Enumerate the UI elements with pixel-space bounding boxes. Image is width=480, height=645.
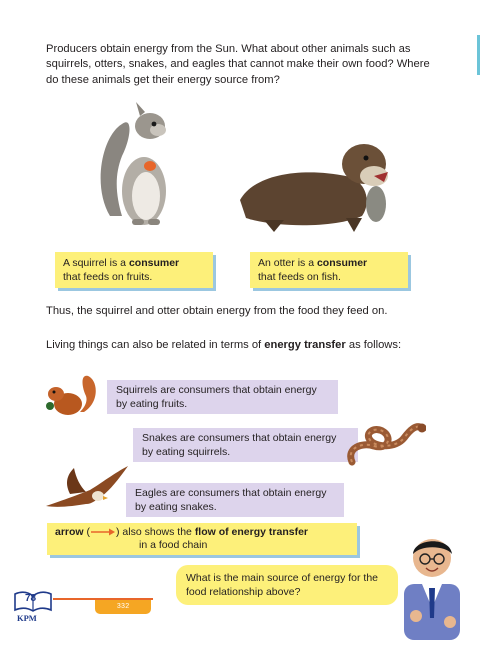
caption-keyword: consumer xyxy=(128,257,180,269)
caption-text: An otter is a xyxy=(258,257,317,269)
arrow-icon xyxy=(90,526,116,538)
arrow-keyword: arrow xyxy=(55,526,84,538)
caption-text: A squirrel is a xyxy=(63,257,129,269)
otter-photo xyxy=(236,132,398,237)
intro-paragraph: Producers obtain energy from the Sun. What about other animals such as squirrels, otters, snakes, and eagles that cannot make their own food? Where do these animals get their energy source from? xyxy=(46,43,430,86)
speech-tail xyxy=(374,584,386,594)
arrow-note-text: ( xyxy=(83,526,91,538)
otter-consumer-caption xyxy=(250,252,408,288)
teacher-illustration xyxy=(392,528,472,640)
energy-flow-keyword: flow of energy transfer xyxy=(194,526,309,538)
squirrel-consumer-caption xyxy=(55,252,213,288)
relation-keyword: energy transfer xyxy=(264,339,346,351)
squirrel-chain-box: Squirrels are consumers that obtain energy by eating fruits. xyxy=(107,380,338,414)
eagle-illustration xyxy=(40,464,130,516)
code-tab: 332 xyxy=(95,600,151,614)
snake-illustration xyxy=(344,418,426,470)
publisher-label: KPM xyxy=(17,613,37,623)
page-number: 78 xyxy=(25,593,37,604)
eagle-chain-box: Eagles are consumers that obtain energy by eating snakes. xyxy=(126,483,344,517)
snake-chain-box: Snakes are consumers that obtain energy by eating squirrels. xyxy=(133,428,358,462)
relation-text: as follows: xyxy=(345,339,402,351)
teacher-speech-bubble: What is the main source of energy for the food relationship above? xyxy=(176,565,398,605)
arrow-note-text: in a food chain xyxy=(139,539,208,551)
caption-keyword: consumer xyxy=(316,257,368,269)
relation-text: Living things can also be related in terms of xyxy=(46,339,265,351)
arrow-note-text: ) also shows the xyxy=(116,526,195,538)
arrow-note xyxy=(47,523,357,555)
thus-line: Thus, the squirrel and otter obtain energy from the food they feed on. xyxy=(46,305,388,317)
squirrel-photo xyxy=(92,96,182,231)
caption-text: that feeds on fish. xyxy=(258,271,341,283)
squirrel-illustration xyxy=(44,372,100,420)
relation-line xyxy=(46,339,401,351)
caption-text: that feeds on fruits. xyxy=(63,271,153,283)
